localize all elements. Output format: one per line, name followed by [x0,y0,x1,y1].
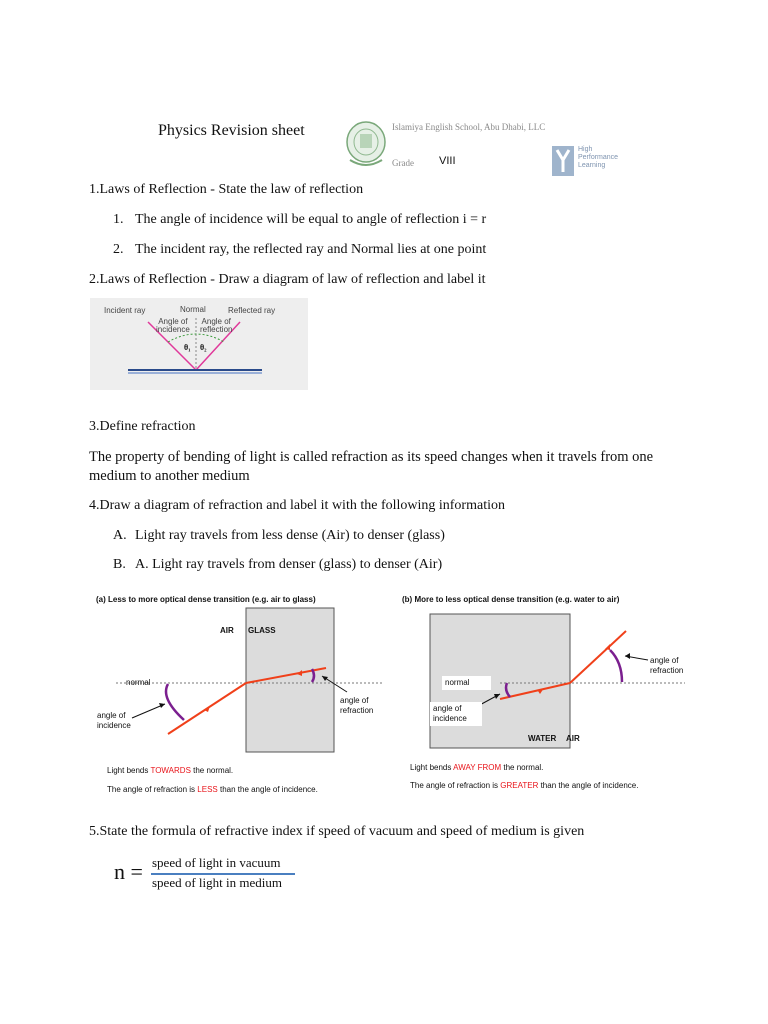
refractive-index-formula [114,855,314,895]
list-text: The angle of incidence will be equal to angle of reflection i = r [135,212,487,227]
formula-denominator: speed of light in medium [152,875,282,890]
question-5-text: State the formula of refractive index if speed of vacuum and speed of medium is given [99,824,585,839]
label-normal: normal [442,676,491,690]
hpl-logo [552,146,632,176]
diagram-a-heading: (a) Less to more optical dense transition (e.g. air to glass) [96,595,316,604]
list-text: Light ray travels from less dense (Air) to denser (glass) [135,528,445,543]
school-crest-logo [344,120,388,172]
label-angle-refraction: angle of refraction [650,656,684,675]
question-4-text: Draw a diagram of refraction and label it with the following information [99,498,505,513]
label-reflected-ray: Reflected ray [228,306,276,315]
label-air: AIR [220,626,234,635]
question-2 [89,271,486,289]
answer-3-line-1: The property of bending of light is called refraction as its speed changes when it travels from one [89,449,654,465]
question-2-number: 2. [89,272,100,287]
answer-4-item-b [113,556,442,574]
refraction-diagram-b [400,590,690,800]
label-angle-reflection: Angle of reflection [200,317,233,334]
question-4 [89,497,505,515]
diagram-a-caption-1: Light bends TOWARDS the normal. [107,766,234,775]
refraction-diagram-a [92,590,392,800]
question-4-number: 4. [89,498,100,513]
label-theta-1: θ₁ [184,343,191,352]
question-1-text: Laws of Reflection - State the law of reflection [99,182,364,197]
question-1-number: 1. [89,182,100,197]
grade-value: VIII [439,155,456,167]
label-air: AIR [566,734,580,743]
diagram-b-heading: (b) More to less optical dense transition (e.g. water to air) [402,595,620,604]
diagram-a-caption-2: The angle of refraction is LESS than the angle of incidence. [107,785,318,794]
question-3 [89,418,196,436]
school-name: Islamiya English School, Abu Dhabi, LLC [392,122,546,132]
answer-3-line-2: medium to another medium [89,468,250,484]
question-5 [89,823,584,841]
label-normal: normal [126,678,151,687]
list-number: 1. [113,212,124,227]
list-number: 2. [113,242,124,257]
question-3-text: Define refraction [99,419,196,434]
hpl-line-2: Performance [578,154,619,161]
answer-4-item-a [113,527,445,545]
label-angle-incidence: angle of incidence [97,711,131,730]
diagram-b-caption-2: The angle of refraction is GREATER than the angle of incidence. [410,781,639,790]
list-text: The incident ray, the reflected ray and Normal lies at one point [135,242,487,257]
grade-label: Grade [392,158,414,168]
list-letter: B. [113,557,126,572]
question-3-number: 3. [89,419,100,434]
label-angle-incidence: Angle of incidence [156,317,190,334]
question-1 [89,181,363,199]
hpl-line-1: High [578,146,593,153]
formula-numerator: speed of light in vacuum [152,855,281,870]
label-angle-incidence: angle of incidence [430,702,482,726]
diagram-b-caption-1: Light bends AWAY FROM the normal. [410,763,544,772]
question-2-text: Laws of Reflection - Draw a diagram of law of reflection and label it [99,272,486,287]
hpl-line-3: Learning [578,162,606,169]
answer-1-item-2 [113,241,486,259]
label-angle-refraction: angle of refraction [340,696,374,715]
answer-1-item-1 [113,211,486,229]
question-5-number: 5. [89,824,100,839]
label-incident-ray: Incident ray [104,306,146,315]
label-theta-2: θ₂ [200,343,207,352]
list-letter: A. [113,528,127,543]
hpl-logo-icon [552,146,574,176]
label-normal: Normal [180,305,206,314]
page-title: Physics Revision sheet [158,122,305,139]
list-text: A. Light ray travels from denser (glass) to denser (Air) [135,557,443,572]
label-water: WATER [528,734,557,743]
formula-lhs: n = [114,859,143,884]
reflection-diagram [90,298,308,390]
label-glass: GLASS [248,626,276,635]
